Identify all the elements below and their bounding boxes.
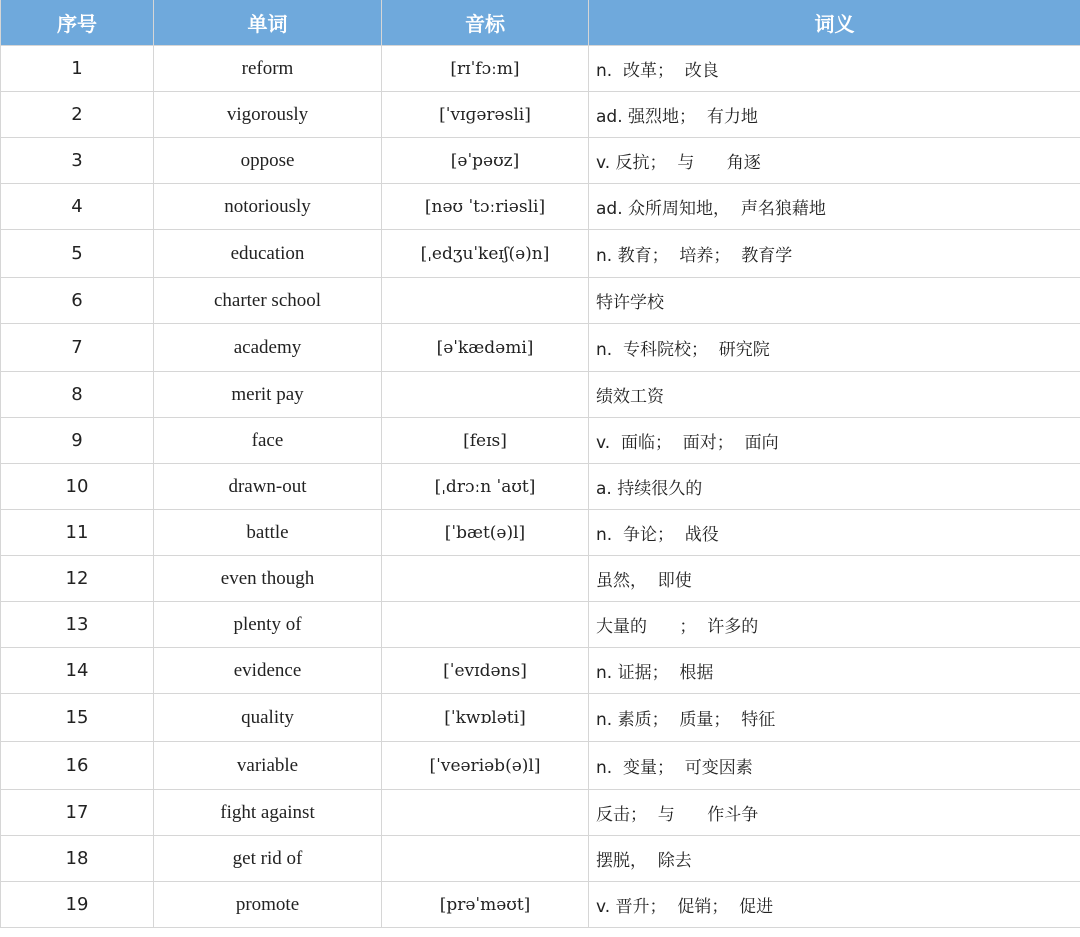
table-row [1, 46, 1080, 92]
cell-number: 13 [1, 602, 154, 648]
cell-phonetic: [ˈveəriəb(ə)l] [382, 742, 589, 790]
cell-word: vigorously [154, 92, 382, 138]
cell-number: 1 [1, 46, 154, 92]
cell-phonetic: [ˈkwɒləti] [382, 694, 589, 742]
cell-number: 12 [1, 556, 154, 602]
cell-number: 17 [1, 790, 154, 836]
table-row [1, 510, 1080, 556]
cell-number: 16 [1, 742, 154, 790]
header-phonetic: 音标 [382, 0, 589, 46]
cell-number: 7 [1, 324, 154, 372]
table-row [1, 648, 1080, 694]
table-row [1, 372, 1080, 418]
cell-phonetic: [ˌdrɔːn ˈaʊt] [382, 464, 589, 510]
cell-word: evidence [154, 648, 382, 694]
table-row [1, 742, 1080, 790]
cell-phonetic [382, 556, 589, 602]
table-row [1, 790, 1080, 836]
cell-word: education [154, 230, 382, 278]
cell-meaning: n. 教育； 培养； 教育学 [589, 230, 1080, 278]
cell-word: academy [154, 324, 382, 372]
cell-word: get rid of [154, 836, 382, 882]
table-row [1, 694, 1080, 742]
table-row [1, 602, 1080, 648]
cell-word: quality [154, 694, 382, 742]
cell-meaning: n. 证据； 根据 [589, 648, 1080, 694]
cell-meaning: n. 专科院校； 研究院 [589, 324, 1080, 372]
cell-number: 5 [1, 230, 154, 278]
cell-phonetic: [nəʊ ˈtɔːriəsli] [382, 184, 589, 230]
cell-number: 15 [1, 694, 154, 742]
table-row [1, 92, 1080, 138]
cell-meaning: n. 素质； 质量； 特征 [589, 694, 1080, 742]
table-row [1, 836, 1080, 882]
cell-phonetic: [ˈevɪdəns] [382, 648, 589, 694]
header-row [1, 0, 1080, 46]
cell-meaning: n. 变量； 可变因素 [589, 742, 1080, 790]
cell-meaning: v. 晋升； 促销； 促进 [589, 882, 1080, 928]
cell-number: 8 [1, 372, 154, 418]
cell-phonetic: [feɪs] [382, 418, 589, 464]
cell-phonetic [382, 790, 589, 836]
cell-meaning: 虽然， 即使 [589, 556, 1080, 602]
cell-meaning: a. 持续很久的 [589, 464, 1080, 510]
table-body [1, 46, 1080, 928]
table-row [1, 882, 1080, 928]
cell-phonetic: [əˈpəʊz] [382, 138, 589, 184]
cell-word: charter school [154, 278, 382, 324]
cell-number: 2 [1, 92, 154, 138]
cell-phonetic: [ˈbæt(ə)l] [382, 510, 589, 556]
cell-number: 11 [1, 510, 154, 556]
cell-number: 9 [1, 418, 154, 464]
cell-word: reform [154, 46, 382, 92]
table-row [1, 138, 1080, 184]
cell-phonetic: [rɪˈfɔːm] [382, 46, 589, 92]
cell-phonetic: [prəˈməʊt] [382, 882, 589, 928]
table-row [1, 556, 1080, 602]
cell-word: battle [154, 510, 382, 556]
cell-word: promote [154, 882, 382, 928]
cell-word: face [154, 418, 382, 464]
table-row [1, 418, 1080, 464]
cell-meaning: v. 面临； 面对； 面向 [589, 418, 1080, 464]
cell-phonetic: [ˈvɪɡərəsli] [382, 92, 589, 138]
table-row [1, 184, 1080, 230]
cell-meaning: ad. 强烈地； 有力地 [589, 92, 1080, 138]
cell-number: 3 [1, 138, 154, 184]
cell-meaning: 反击； 与 作斗争 [589, 790, 1080, 836]
table-row [1, 230, 1080, 278]
cell-word: drawn-out [154, 464, 382, 510]
cell-phonetic [382, 602, 589, 648]
cell-number: 6 [1, 278, 154, 324]
cell-word: even though [154, 556, 382, 602]
cell-phonetic [382, 278, 589, 324]
cell-meaning: v. 反抗； 与 角逐 [589, 138, 1080, 184]
table-header [1, 0, 1080, 46]
cell-word: merit pay [154, 372, 382, 418]
cell-word: fight against [154, 790, 382, 836]
table-row [1, 324, 1080, 372]
cell-word: notoriously [154, 184, 382, 230]
cell-number: 4 [1, 184, 154, 230]
cell-word: oppose [154, 138, 382, 184]
table-row [1, 278, 1080, 324]
cell-meaning: ad. 众所周知地， 声名狼藉地 [589, 184, 1080, 230]
cell-number: 18 [1, 836, 154, 882]
cell-number: 10 [1, 464, 154, 510]
cell-meaning: n. 争论； 战役 [589, 510, 1080, 556]
header-word: 单词 [154, 0, 382, 46]
cell-phonetic [382, 836, 589, 882]
cell-word: variable [154, 742, 382, 790]
cell-phonetic [382, 372, 589, 418]
cell-meaning: 特许学校 [589, 278, 1080, 324]
cell-meaning: 绩效工资 [589, 372, 1080, 418]
cell-phonetic: [ˌedʒuˈkeɪʃ(ə)n] [382, 230, 589, 278]
cell-meaning: 大量的 ； 许多的 [589, 602, 1080, 648]
cell-meaning: 摆脱， 除去 [589, 836, 1080, 882]
table-row [1, 464, 1080, 510]
cell-word: plenty of [154, 602, 382, 648]
cell-number: 19 [1, 882, 154, 928]
cell-meaning: n. 改革； 改良 [589, 46, 1080, 92]
cell-number: 14 [1, 648, 154, 694]
header-number: 序号 [1, 0, 154, 46]
header-meaning: 词义 [589, 0, 1080, 46]
cell-phonetic: [əˈkædəmi] [382, 324, 589, 372]
